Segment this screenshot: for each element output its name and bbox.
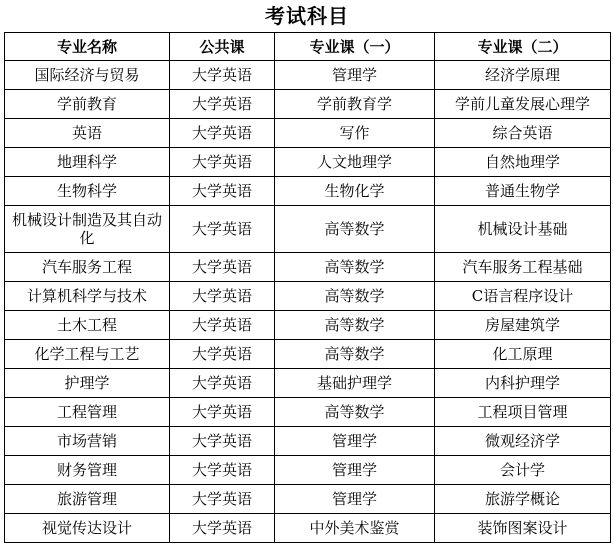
cell-course-two: 汽车服务工程基础 [435,253,611,282]
cell-major: 地理科学 [5,148,170,177]
table-row [5,253,611,282]
cell-major: 生物科学 [5,177,170,206]
cell-course-one: 高等数学 [275,206,435,253]
header-major: 专业名称 [5,33,170,61]
cell-major: 机械设计制造及其自动化 [5,206,170,253]
table-row [5,61,611,90]
table-row [5,119,611,148]
cell-major: 学前教育 [5,90,170,119]
cell-course-one: 高等数学 [275,398,435,427]
table-row [5,177,611,206]
cell-course-one: 写作 [275,119,435,148]
cell-course-two: 会计学 [435,456,611,485]
cell-course-one: 高等数学 [275,253,435,282]
cell-major: 土木工程 [5,311,170,340]
cell-course-one: 高等数学 [275,340,435,369]
cell-course-two: 普通生物学 [435,177,611,206]
cell-course-one: 高等数学 [275,311,435,340]
cell-major: 化学工程与工艺 [5,340,170,369]
cell-course-two: 旅游学概论 [435,485,611,514]
cell-course-two: 房屋建筑学 [435,311,611,340]
cell-public-course: 大学英语 [170,398,275,427]
cell-course-one: 管理学 [275,485,435,514]
cell-public-course: 大学英语 [170,340,275,369]
cell-major: 工程管理 [5,398,170,427]
table-header-row [5,33,611,61]
cell-public-course: 大学英语 [170,427,275,456]
cell-course-one: 人文地理学 [275,148,435,177]
cell-major: 国际经济与贸易 [5,61,170,90]
exam-subjects-table [4,32,611,543]
table-row [5,456,611,485]
table-row [5,427,611,456]
header-public-course: 公共课 [170,33,275,61]
cell-course-two: C语言程序设计 [435,282,611,311]
cell-course-two: 机械设计基础 [435,206,611,253]
header-course-one: 专业课（一） [275,33,435,61]
cell-course-two: 学前儿童发展心理学 [435,90,611,119]
cell-public-course: 大学英语 [170,206,275,253]
cell-major: 旅游管理 [5,485,170,514]
cell-public-course: 大学英语 [170,177,275,206]
cell-public-course: 大学英语 [170,311,275,340]
cell-major: 视觉传达设计 [5,514,170,543]
cell-public-course: 大学英语 [170,61,275,90]
cell-course-two: 微观经济学 [435,427,611,456]
cell-course-two: 内科护理学 [435,369,611,398]
cell-course-one: 高等数学 [275,282,435,311]
table-row [5,282,611,311]
table-row [5,206,611,253]
cell-public-course: 大学英语 [170,282,275,311]
cell-course-one: 管理学 [275,61,435,90]
cell-public-course: 大学英语 [170,90,275,119]
cell-course-two: 工程项目管理 [435,398,611,427]
cell-major: 市场营销 [5,427,170,456]
cell-major: 财务管理 [5,456,170,485]
cell-course-one: 管理学 [275,456,435,485]
table-row [5,485,611,514]
cell-public-course: 大学英语 [170,148,275,177]
cell-course-one: 基础护理学 [275,369,435,398]
cell-course-two: 综合英语 [435,119,611,148]
cell-major: 计算机科学与技术 [5,282,170,311]
cell-public-course: 大学英语 [170,253,275,282]
cell-public-course: 大学英语 [170,119,275,148]
table-row [5,514,611,543]
cell-course-two: 装饰图案设计 [435,514,611,543]
cell-public-course: 大学英语 [170,456,275,485]
cell-public-course: 大学英语 [170,369,275,398]
cell-major: 汽车服务工程 [5,253,170,282]
cell-course-two: 经济学原理 [435,61,611,90]
cell-course-two: 化工原理 [435,340,611,369]
page-title: 考试科目 [265,4,349,28]
cell-major: 英语 [5,119,170,148]
cell-major: 护理学 [5,369,170,398]
cell-public-course: 大学英语 [170,514,275,543]
table-row [5,148,611,177]
table-row [5,90,611,119]
header-course-two: 专业课（二） [435,33,611,61]
table-row [5,398,611,427]
cell-course-one: 中外美术鉴赏 [275,514,435,543]
cell-public-course: 大学英语 [170,485,275,514]
table-row [5,311,611,340]
cell-course-one: 生物化学 [275,177,435,206]
cell-course-one: 管理学 [275,427,435,456]
cell-course-two: 自然地理学 [435,148,611,177]
cell-course-one: 学前教育学 [275,90,435,119]
table-row [5,340,611,369]
table-row [5,369,611,398]
